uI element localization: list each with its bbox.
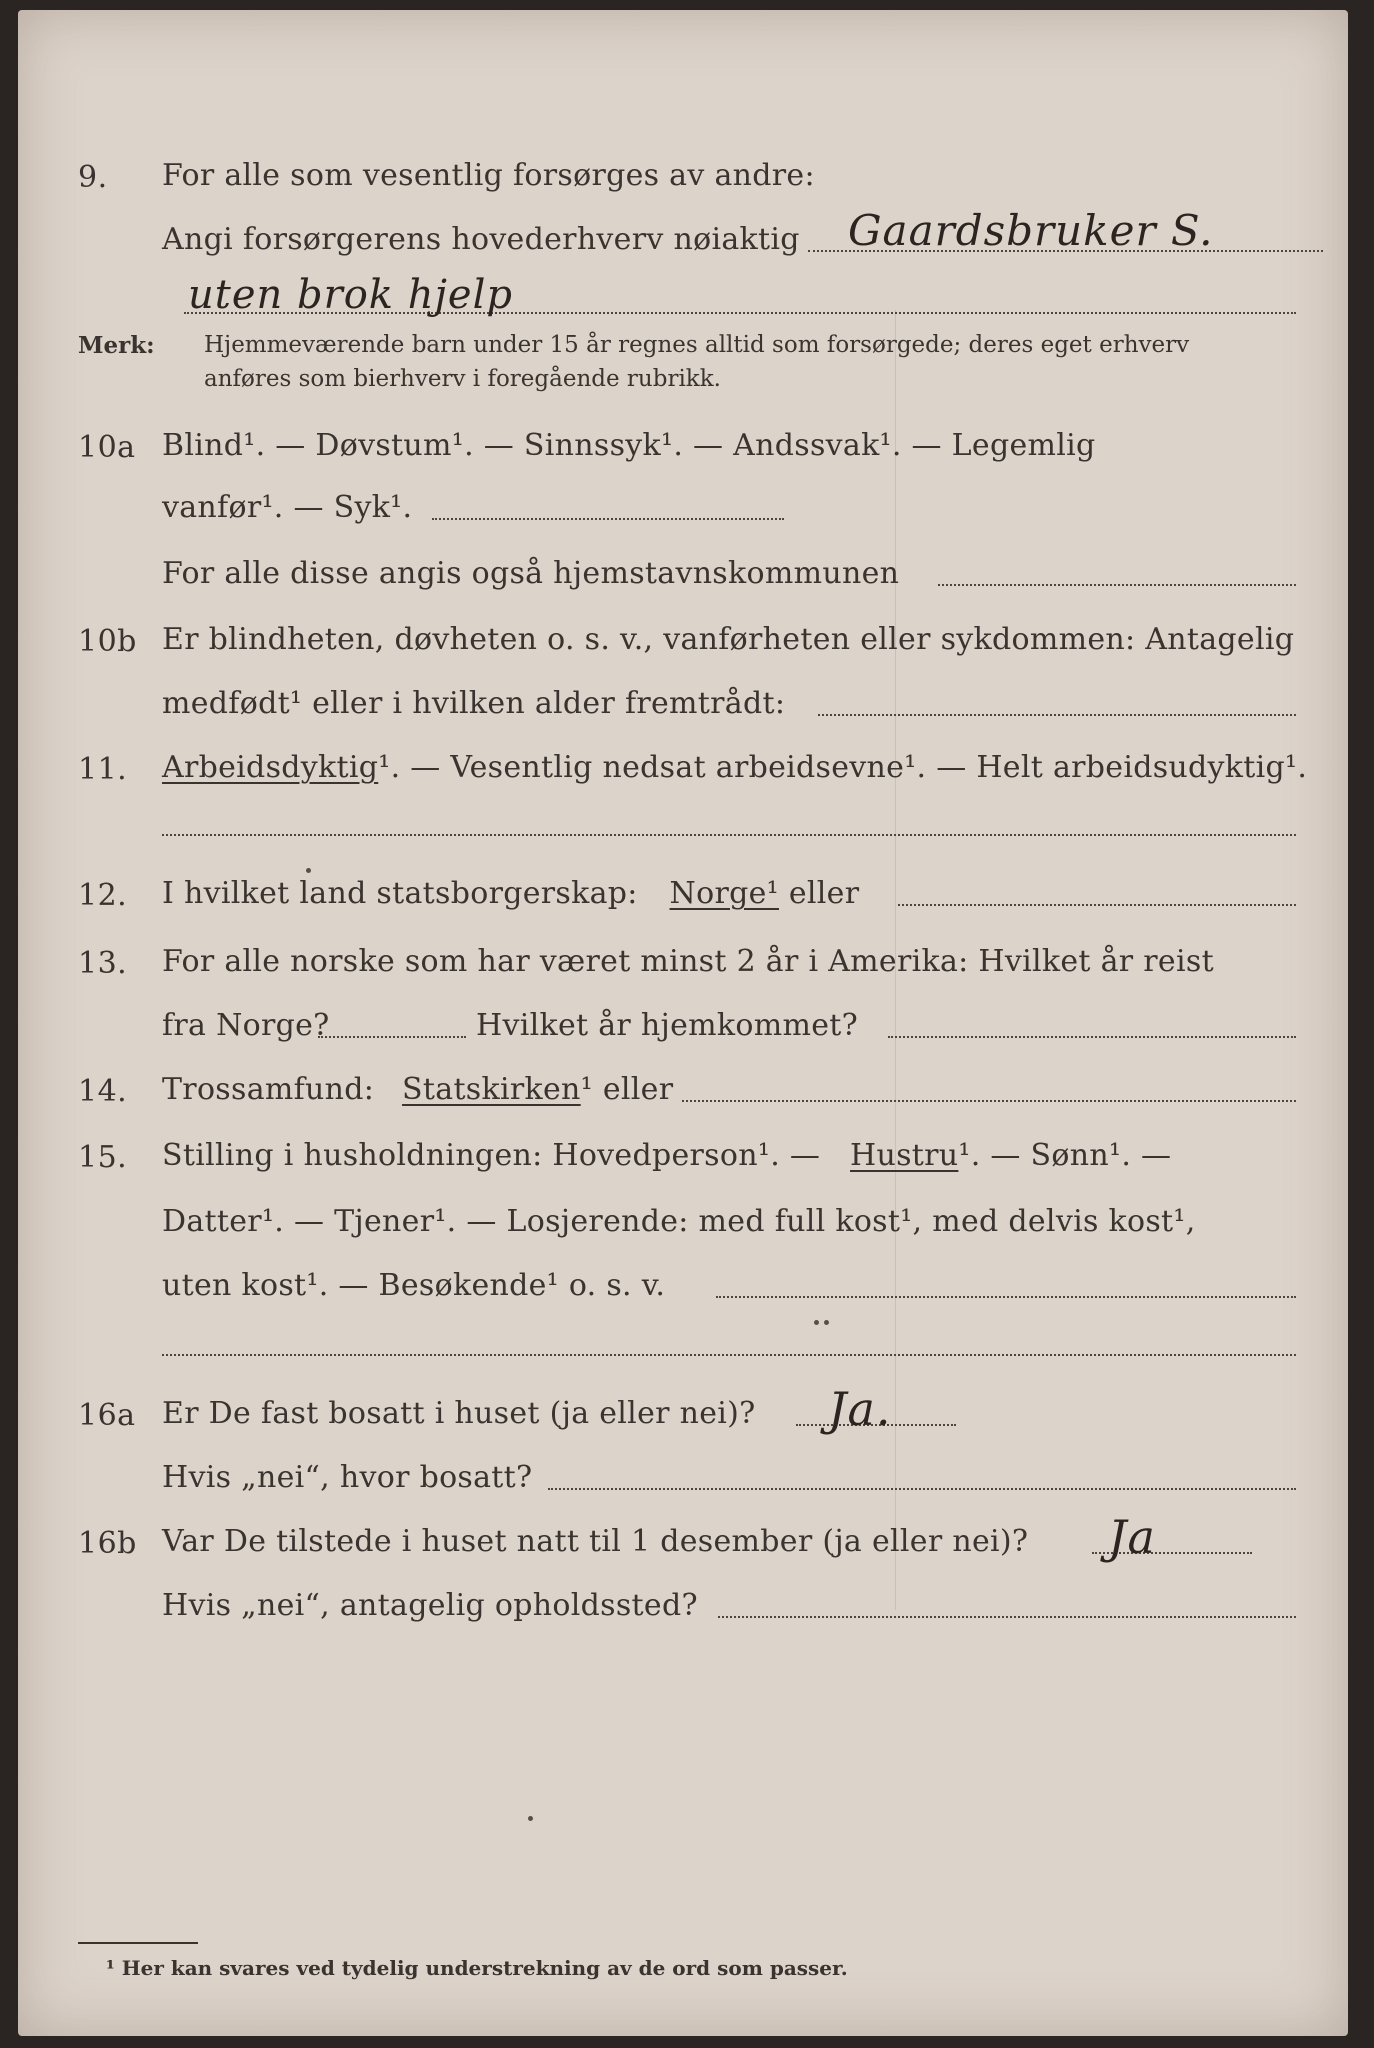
q10b-answer-line[interactable] — [818, 714, 1296, 716]
q9-handwritten-answer: Gaardsbruker S. — [848, 206, 1214, 255]
q12-answer-line[interactable] — [898, 904, 1296, 906]
q16b-handwritten-answer: Ja — [1108, 1510, 1156, 1564]
q13-line2a: fra Norge? — [162, 1008, 330, 1043]
q10a-line2: vanfør¹. — Syk¹. — [162, 490, 413, 525]
q16b-number: 16b — [78, 1526, 137, 1561]
q14-option-statskirken[interactable]: Statskirken — [402, 1072, 581, 1107]
q15-answer-line[interactable] — [716, 1296, 1296, 1298]
q15-line1 — [162, 1138, 1171, 1173]
q16a-line2: Hvis „nei“, hvor bosatt? — [162, 1460, 533, 1495]
q15-number: 15. — [78, 1140, 128, 1175]
q12-number: 12. — [78, 878, 128, 913]
q16b-location-line[interactable] — [718, 1616, 1296, 1618]
q11-option-arbeidsdyktig[interactable]: Arbeidsdyktig — [162, 750, 379, 785]
q15-line1-prefix: Stilling i husholdningen: Hovedperson¹. — — [162, 1138, 821, 1173]
q16a-handwritten-answer: Ja. — [828, 1382, 892, 1436]
ink-spot — [306, 868, 311, 873]
q13-number: 13. — [78, 946, 128, 981]
q13-year-returned-line[interactable] — [888, 1036, 1296, 1038]
q13-year-left-line[interactable] — [318, 1036, 466, 1038]
ink-spot — [824, 1320, 829, 1325]
q11-rest: ¹. — Vesentlig nedsat arbeidsevne¹. — Helt arbeidsudyktig¹. — [378, 750, 1308, 785]
q14-number: 14. — [78, 1074, 128, 1109]
q10a-municipality-line[interactable] — [938, 584, 1296, 586]
q11-answer-line[interactable] — [162, 834, 1296, 836]
footnote: ¹ Her kan svares ved tydelig understrekning av de ord som passer. — [106, 1956, 848, 1980]
q10a-answer-line[interactable] — [432, 518, 784, 520]
q10a-number: 10a — [78, 430, 136, 465]
q14-answer-line[interactable] — [682, 1100, 1296, 1102]
q13-line1: For alle norske som har været minst 2 år i Amerika: Hvilket år reist — [162, 944, 1214, 979]
q16b-line1: Var De tilstede i huset natt til 1 desember (ja eller nei)? — [162, 1524, 1029, 1559]
q15-answer-line-2[interactable] — [162, 1354, 1296, 1356]
q12-option-norge[interactable]: Norge¹ — [669, 876, 779, 911]
q10a-line1: Blind¹. — Døvstum¹. — Sinnssyk¹. — Andssvak¹. — Legemlig — [162, 428, 1096, 463]
q12-prefix: I hvilket land statsborgerskap: — [162, 876, 638, 911]
footnote-rule — [78, 1942, 198, 1944]
q12-text — [162, 876, 859, 911]
q14-suffix: ¹ eller — [580, 1072, 674, 1107]
q16a-line1: Er De fast bosatt i huset (ja eller nei)? — [162, 1396, 756, 1431]
q9-line2: Angi forsørgerens hovederhverv nøiaktig — [162, 222, 800, 257]
q10a-line3: For alle disse angis også hjemstavnskommunen — [162, 556, 900, 591]
q10b-line1: Er blindheten, døvheten o. s. v., vanførheten eller sykdommen: Antagelig — [162, 622, 1295, 657]
q16a-residence-line[interactable] — [548, 1488, 1296, 1490]
q14-text — [162, 1072, 673, 1107]
q12-suffix: eller — [788, 876, 860, 911]
q16b-line2: Hvis „nei“, antagelig opholdssted? — [162, 1588, 698, 1623]
q10b-line2: medfødt¹ eller i hvilken alder fremtrådt: — [162, 686, 786, 721]
merk-line2: anføres som bierhverv i foregående rubrikk. — [204, 366, 721, 392]
q13-line2b: Hvilket år hjemkommet? — [476, 1008, 859, 1043]
q11-number: 11. — [78, 752, 128, 787]
q11-text — [162, 750, 1307, 785]
q16a-number: 16a — [78, 1398, 136, 1433]
q10b-number: 10b — [78, 624, 137, 659]
merk-line1: Hjemmeværende barn under 15 år regnes alltid som forsørgede; deres eget erhverv — [204, 332, 1190, 358]
q15-line2: Datter¹. — Tjener¹. — Losjerende: med full kost¹, med delvis kost¹, — [162, 1204, 1196, 1239]
q15-line1-suffix: ¹. — Sønn¹. — — [958, 1138, 1172, 1173]
q15-option-hustru[interactable]: Hustru — [850, 1138, 959, 1173]
q9-line1: For alle som vesentlig forsørges av andre: — [162, 158, 815, 193]
q14-prefix: Trossamfund: — [162, 1072, 375, 1107]
merk-label: Merk: — [78, 332, 155, 359]
q15-line3: uten kost¹. — Besøkende¹ o. s. v. — [162, 1268, 666, 1303]
ink-spot — [528, 1816, 533, 1821]
census-form-page — [18, 10, 1348, 2036]
ink-spot — [814, 1320, 819, 1325]
q9-number: 9. — [78, 160, 108, 195]
q9-handwritten-answer-2: uten brok hjelp — [188, 272, 513, 318]
